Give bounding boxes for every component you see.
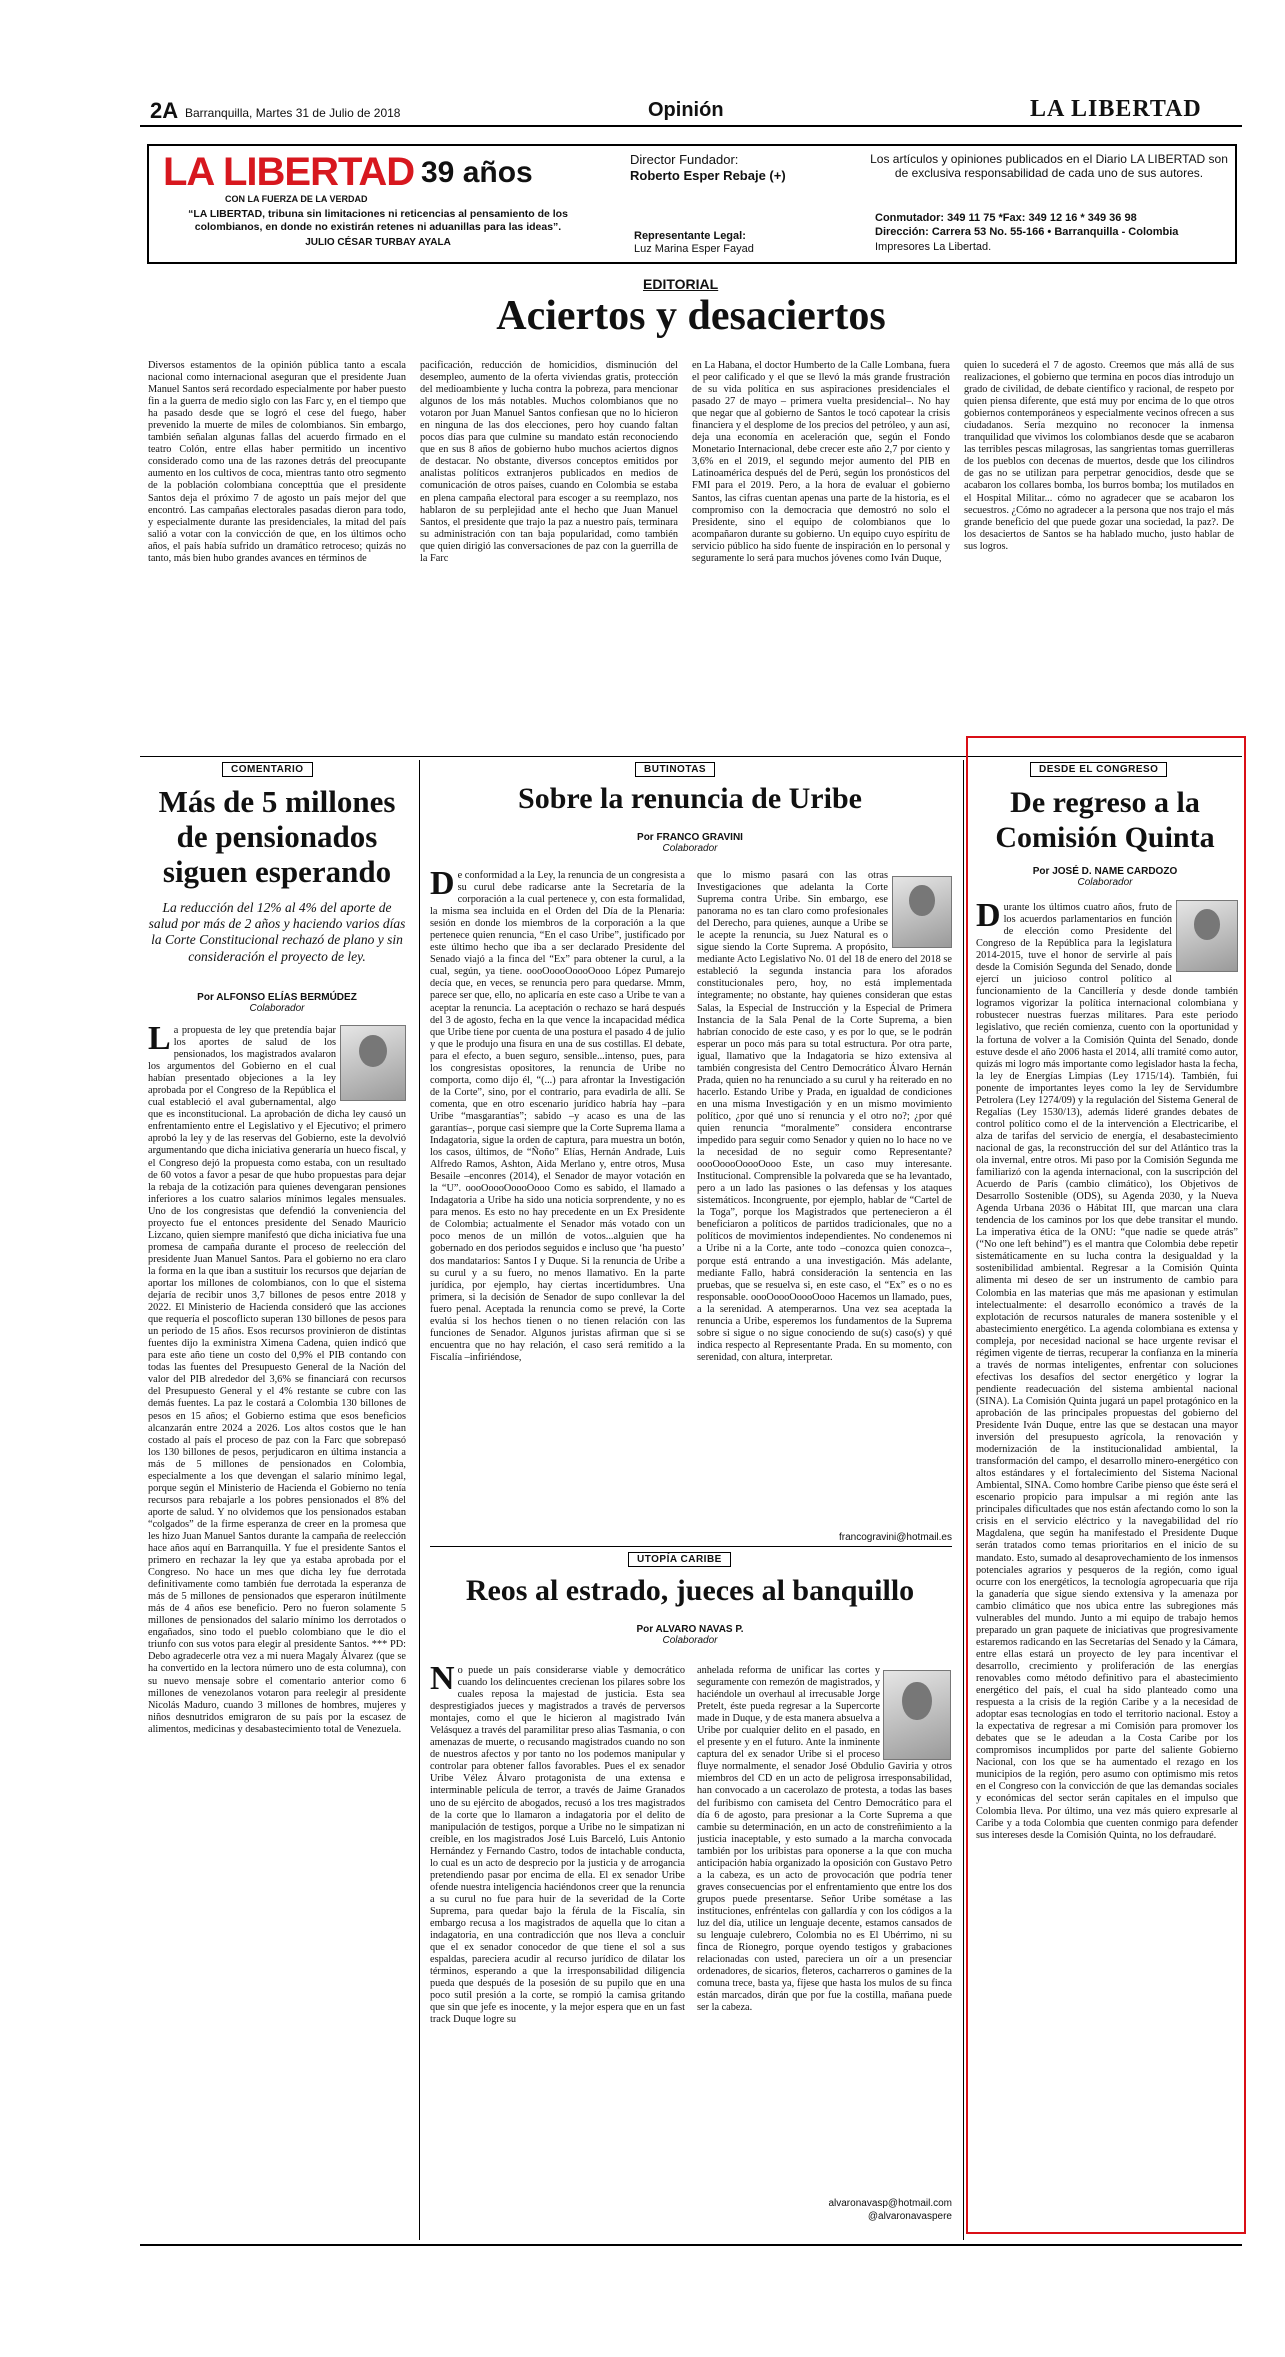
butinotas-dropcap: D xyxy=(430,870,455,902)
comentario-title: Más de 5 millones de pensionados siguen esperando xyxy=(158,784,396,890)
utopia-title: Reos al estrado, jueces al banquillo xyxy=(465,1574,915,1607)
congreso-author xyxy=(972,866,1238,888)
utopia-twitter: @alvaronavaspere xyxy=(867,2211,952,2222)
city-date: Barranquilla, Martes 31 de Julio de 2018 xyxy=(185,106,401,120)
masthead-slogan: CON LA FUERZA DE LA VERDAD xyxy=(225,194,368,204)
paper-name: LA LIBERTAD xyxy=(1030,96,1202,122)
editorial-title: Aciertos y desaciertos xyxy=(496,293,886,339)
editorial-tag: EDITORIAL xyxy=(643,276,719,292)
congreso-author-role: Colaborador xyxy=(1077,877,1133,888)
editorial-col-1: Diversos estamentos de la opinión pública tanto a escala nacional como internacional aseguran que el presidente Juan Manuel Santos será recordado especialmente por haber puesto fin a la guerra de medio siglo con las Farc y, en el tiempo que ha pasado desde que se logró el cese del fuego, haber prevenido la muerte de miles de colombianos. Sin embargo, también señalan algunas fallas del acuerdo firmado en el teatro Colón, entre ellas haber permitido un incentivo considerado como una de las razones detrás del preocupante aumento en los cultivos de coca, mientras tanto otro segmento de la población colombiana concepttúa que el presidente Santos deja el próximo 7 de agosto un país mejor del que encontró. Las campañas electorales pasadas dieron para todo, y especialmente durante las presidenciales, la mitad del país salió a votar con la convicción de que, en los últimos ocho años, el país había sufrido un dramático retroceso; quizás no tanto, más bien hubo grandes avances en términos de xyxy=(148,360,406,564)
utopia-tag: UTOPÍA CARIBE xyxy=(628,1552,731,1567)
butinotas-author xyxy=(430,832,950,854)
congreso-body-text: urante los últimos cuatro años, fruto de los acuerdos parlamentarios en función de elección como Presidente del Congreso de la República para la legislatura 2014-2015, tuve el honor de servirle al país desde la Comisión Segunda del Senado, donde ejercí un juicioso control político al funcionamiento de la Cancillería y desde donde también logramos vigorizar la política internacional colombiana y robustecer nuestras fuerzas militares. Para este periodo legislativo, que recién comienza, cuento con la oportunidad y la fortuna de volver a la Comisión Quinta del Senado, donde estuve desde el año 2006 hasta el 2014, allí tramité como autor, quizás mi logro más importante como legislador hasta la fecha, la ley de Energías Limpias (Ley 1715/14). También, fui ponente de importantes leyes como la ley de Servidumbre Petrolera (Ley 1274/09) y la regulación del Sistema General de Regalías (Ley 1530/13), además lideré grandes debates de control político como el de la intervención a Electricaribe, el alza de tarifas del servicio de energía, el desabastecimiento nacional de gas, la reconstrucción del sur del Atlántico tras la ola invernal, entre otros. Mi paso por la Comisión Segunda me familiarizó con la agenda internacional, con la suscripción del Acuerdo de París (cambio climático), los Objetivos de Desarrollo Sostenible (ODS), su Agenda 2030, y la Nueva Agenda Urbana 2036 o Hábitat III, que marcan una clara tendencia de los caminos por los que debe transitar el mundo. La imperativa ética de la ONU: “que nadie se quede atrás” (“No one left behind”) es el mantra que Colombia debe repetir sistemáticamente en su lucha contra la desigualdad y la sostenibilidad ambiental. Regresar a la Comisión Quinta alimenta mi deseo de ser un instrumento de cambio para Colombia en las materias que más me apasionan y estimulan intelectualmente: el desarrollo económico a través de la explotación de recursos naturales de manera sostenible y el abastecimiento energético. La agenda colombiana es extensa y compleja, por necesidad nacional se hace urgente revisar el régimen vigente de tierras, recuperar la confianza en la minería a través de normas inteligentes, enfrentar con soluciones efectivas los desafíos del sector energético y lograr la pendiente readecuación del sistema ambiental nacional (SINA). La Comisión Quinta jugará un papel protagónico en la aprobación de las principales propuestas del gobierno del Presidente Iván Duque, entre las que se destacan una mayor inversión del presupuesto agrícola, la renovación y modernización de la institucionalidad ambiental, la transformación del campo, el desarrollo minero-energético con altos estándares y el fortalecimiento del Sistema Nacional Ambiental, SINA. Como hombre Caribe pienso que éste será el escenario propicio para impulsar a mi región ante las principales dificultades que nos están afectando como lo son la crisis en el servicio eléctrico y la navegabilidad del río Magdalena, que según ha manifestado el Presidente Duque serán tratados como temas prioritarios en el inicio de su mandato. Esto, sumado al desaprovechamiento de los inmensos potenciales agrarios y pesqueros de la región, como igual ocurre con los energéticos, la tecnología agropecuaria que rija la ganadería que sigue siendo extensiva y la amenaza por cambio climático que nos ubica entre las subregiones más vulnerables del mundo. Junto a mi equipo de trabajo hemos preparado un gran paquete de iniciativas que progresivamente estaremos radicando en las Secretarías del Senado y la Cámara, entre ellas estará un proyecto de ley para incentivar el desarrollo, crecimiento y proliferación de las energías renovables como método definitivo para el abastecimiento energético del país, el cual ha sido planteado como una respuesta a la crisis de la región Caribe y a la necesidad de adoptar esas tecnologías en todo el territorio nacional. Estoy a la expectativa de regresar a mi Comisión para promover los debates que se le adeudan a la Costa Caribe por los compromisos incumplidos por parte del saliente Gobierno Nacional, con los que se ha aumentado el rezago en los municipios de la región, pero asumo con optimismo mis retos en el Congreso con la convicción de que las demandas sociales y económicas del sector serán capitales en el impulso que Colombia lleva. Por último, una vez más quiero expresarle al Caribe y a toda Colombia que cuenten conmigo para defender sus intereses desde la Comisión Quinta, no los defraudaré. xyxy=(976,902,1238,1841)
editorial-col-3: en La Habana, el doctor Humberto de la Calle Lombana, fuera el peor calificado y el que se llevó la más grande frustración de su vida política en sus aspiraciones presidenciales el pasado 27 de mayo – primera vuelta presidencial–. No hay que negar que al gobierno de Santos le tocó capotear la crisis financiera y el desplome de los precios del petróleo, y aun así, deja una economía en aceleración que, según el Fondo Monetario Internacional, debe crecer este año 2,7 por ciento y 3,6% en el 2019, el segundo mejor aumento del PIB en Latinoamérica después del de Perú, según los pronósticos del FMI para el 2019. Pero, a la hora de evaluar el gobierno Santos, las cifras cuentan apenas una parte de la historia, es el compromiso con la democracia que demostró no solo el Presidente, sino el equipo de colombianos que lo acompañaron durante su gobierno. Un equipo cuyo espíritu de servicio público ha sido fuente de inspiración en lo personal y seguramente lo será para muchos jóvenes como Iván Duque, xyxy=(692,360,950,564)
comentario-author-role: Colaborador xyxy=(249,1003,305,1014)
utopia-col-2-text: anhelada reforma de unificar las cortes y seguramente con remezón de magistrados, y haciéndole un overhaul al irrecusable Jorge Pretelt, éste pueda regresar a la Supercorte made in Duque, y de esta manera absuelva a Uribe por cualquier delito en el pasado, en el presente y en el futuro. Ante la inminente captura del ex senador Uribe si el proceso fluye normalmente, el senador José Obdulio Gaviria y otros miembros del CD en un acto de peligrosa irresponsabilidad, han convocado a un cacerolazo de protesta, a todas las bases del furibismo con camiseta del Centro Democrático para el día 6 de agosto, para presionar a la Corte Suprema a que cambie su determinación, en un acto de constreñimiento a la justicia inaceptable, y esto sumado a la marcha convocada también por los uribistas para oponerse a la que con mucha anticipación había organizado la oposición con Gustavo Petro a la cabeza, es un acto de provocación que podría tener graves consecuencias por el enfrentamiento que entre los dos grupos puede presentarse. Señor Uribe sométase a las instituciones, enfréntelas con gallardía y con los códigos a la luz del día, utilice un lenguaje decente, estamos cansados de su lenguaje culebrero, Colombia no es El Ubérrimo, ni su finca de Rionegro, porque oyendo testigos y grabaciones relacionadas con usted, pareciera un oír a un presenciar ordenadores, de sicarios, fleteros, cacharreros o gamines de la comuna trece, basta ya, fíjese que hasta los mulos de su finca están marcados, dirán que por fue la costilla, mañana puede ser la cabeza. xyxy=(697,1665,952,2014)
comentario-author-name: Por ALFONSO ELÍAS BERMÚDEZ xyxy=(197,992,357,1003)
utopia-email: alvaronavasp@hotmail.com xyxy=(828,2198,952,2209)
section-name: Opinión xyxy=(648,99,724,121)
masthead-quote: “LA LIBERTAD, tribuna sin limitaciones ni reticencias al pensamiento de los colombianos, en donde no existirán retenes ni aduanillas para las ideas”. xyxy=(188,208,568,233)
header-rule xyxy=(140,125,1242,127)
page-number: 2A xyxy=(150,98,179,123)
footer-rule xyxy=(140,2244,1242,2246)
comentario-author xyxy=(148,992,406,1014)
legal-label: Representante Legal: xyxy=(634,230,746,242)
congreso-dropcap: D xyxy=(976,902,1001,934)
comentario-subtitle: La reducción del 12% al 4% del aporte de salud por más de 2 años y haciendo varios días la Corte Constitucional rechazó de plano y sin consideración el proyecto de ley. xyxy=(148,900,406,964)
printer-line: Impresores La Libertad. xyxy=(875,241,992,253)
phone-line: Conmutador: 349 11 75 *Fax: 349 12 16 * 349 36 98 xyxy=(875,212,1137,224)
vertical-rule-2 xyxy=(963,760,964,2240)
utopia-author-role: Colaborador xyxy=(662,1635,718,1646)
utopia-dropcap: N xyxy=(430,1665,455,1697)
utopia-col-1 xyxy=(430,1665,685,2215)
utopia-col-1-text: o puede un país considerarse viable y democrático cuando los delincuentes crecienan los pilares sobre los cuales reposa la majestad de justicia. Esta sea desprestigiados jueces y magistrados a través de perversos montajes, como el que le hicieron al magistrado Iván Velásquez a través del paramilitar preso alias Tasmania, o con amenazas de muerte, o recusando magistrados cuando no son de nuestros afectos y por tanto no los podemos manipular y controlar para obtener fallos favorables. Pues el ex senador Uribe Vélez Álvaro protagonista de una extensa e interminable película de terror, a través de Jaime Granados uno de su ejército de abogados, recusó a los tres magistrados de la corte que lo llamaron a indagatoria por el delito de manipulación de testigos, porque a Uribe no le simpatizan ni creíble, en los magistrados José Luis Barceló, Luis Antonio Hernández y Fernando Castro, todos de intachable conducta, lo cual es un acto de desprecio por la justicia y de arrogancia pretendiendo pasar por encima de ella. El ex senador Uribe ofende nuestra inteligencia haciéndonos creer que la renuncia a su curul no fue para huir de la severidad de la Corte Suprema, para quedar bajo la férula de la Fiscalía, sin embargo recusa a los magistrados de aquella que lo citan a indagatoria, en una contradicción que nos lleva a concluir que el ex senador conocedor de que tiene el sol a sus espaldas, pareciera acudir al recurso jurídico de dilatar los términos, esperando a que la irresponsabilidad diligencia pueda que después de la posesión de su pupilo que en una poco sutil presión a la corte, se rompió la camisa gritando que sin que jefe es inocente, y la mejor espera que en un fast track Duque logre su xyxy=(430,1665,685,2026)
address-line: Dirección: Carrera 53 No. 55-166 • Barranquilla - Colombia xyxy=(875,226,1179,238)
masthead-box xyxy=(147,144,1237,264)
legal-name: Luz Marina Esper Fayad xyxy=(634,243,754,255)
editorial-col-4: quien lo sucederá el 7 de agosto. Creemos que más allá de sus realizaciones, el gobierno que termina en pocos días introdujo un grado de civilidad, de debate científico y racional, de respeto por quien piensa diferente, que está muy por encima de lo que otros gobiernos contemporáneos y especialmente vecinos ofrecen a sus ciudadanos. Sería mezquino no reconocer la inmensa tranquilidad que vivimos los colombianos desde que se acabaron las terribles pescas milagrosas, las sangrientas tomas guerrilleras de los pueblos con decenas de muertos, desde que los cilindros de gas no se utilizan para perpetrar genocidios, desde que se acabaron los collares bomba, los burros bomba; los mutilados en el Hospital Militar... cómo no agradecer que se acabaron los secuestros. ¿Cómo no agradecer a la persona que nos trajo el más grande beneficio del que puede gozar una sociedad, la paz?. De los desaciertos de Santos se ha hablado mucho, justo hablar de sus logros. xyxy=(964,360,1234,552)
masthead-quote-author: JULIO CÉSAR TURBAY AYALA xyxy=(305,237,451,248)
butinotas-bottom-rule xyxy=(430,1546,952,1547)
butinotas-col-2-text: que lo mismo pasará con las otras Investigaciones que adelanta la Corte Suprema contra Uribe. Sin embargo, ese panorama no es tan claro como profesionales del Derecho, para quienes, aunque a Uribe se le acepte la renuncia, su Juez Natural es o sigue siendo la Corte Suprema. A propósito, mediante Acto Legislativo No. 01 del 18 de enero del 2018 se estableció la segunda instancia para los aforados constitucionales pero, hoy, no está implementada íntegramente; no obstante, hay quienes consideran que estas Salas, la Especial de Instrucción y la Especial de Primera Instancia de la Sala Penal de la Corte Suprema, a bien habrían conocido de este caso, y es por lo que, se le podrán esperar un poco más para su total estructura. Por otra parte, igual, llamativo que la Indagatoria se hizo extensiva al también congresista del Centro Democrático Álvaro Hernán Prada, quien no ha renunciado a su curul y ha reiterado en no hacerlo. Estando Uribe y Prada, en igualdad de condiciones en una misma Investigación y en un mismo movimiento político, ¿por qué uno sí renuncia y el otro no?; ¿por qué quien renuncia “moralmente” considera encontrarse impedido para seguir como Senador y quien no lo hace no ve la necesidad de no seguir como Representante? oooOoooOoooOooo Este, un caso muy interesante. Institucional. Comprensible la polvareda que se ha levantado, pero a un lado las pasiones o las defensas y los ataques sistemáticos. Incongruente, por ejemplo, hablar de “Cartel de la Toga”, porque los Magistrados que pertenecieron a él beneficiaron a políticos de partidos tradicionales, que no a políticos de movimientos independientes. No condenemos ni a Uribe ni a la Corte, ante todo –conozca quien conozca–, porque está entrando a una investigación. Más adelante, mediante Fallo, habrá consideración la sentencia en las pruebas, que se resuelva si, en este caso, el “Ex” es o no es responsable. oooOoooOoooOooo Hacemos un llamado, pues, a la serenidad. A atemperarnos. Una vez sea aceptada la renuncia a Uribe, esperemos los fundamentos de la Suprema sobre si sigue o no sigue conociendo de su(s) caso(s) y qué indica respecto al Representante Prada. En su momento, con serenidad, con altura, interpretar. xyxy=(697,870,952,1363)
butinotas-title: Sobre la renuncia de Uribe xyxy=(518,782,862,815)
comentario-body xyxy=(148,1025,406,2225)
butinotas-col-1 xyxy=(430,870,685,1540)
comentario-dropcap: L xyxy=(148,1025,171,1057)
masthead-years: 39 años xyxy=(421,156,533,189)
utopia-col-2 xyxy=(697,1665,952,2185)
butinotas-col-2 xyxy=(697,870,952,1530)
butinotas-col-1-text: e conformidad a la Ley, la renuncia de un congresista a su curul debe radicarse ante la Secretaría de la corporación a la cual pertenece y, con esta formalidad, la misma sea incluida en el Orden del Día de la Plenaria: sesión en donde los miembros de la corporación a la que pertenece quien renuncia, “En el caso Uribe”, justificado por este último hecho que iba a ser declarado Presidente del Senado viajó a la finca del “Ex” para obtener la curul, a la cual, según, ya tiene. oooOoooOoooOooo López Pumarejo decía que, en veces, se renuncia pero para quedarse. Mmm, parece ser que, ello, no aplicaría en este caso a Uribe te van a aceptar la renuncia. La aceptación o rechazo se hará después del 3 de agosto, fecha en la que vence la incapacidad médica que Uribe tiene por cuenta de una postura el pasado 4 de julio y que le produjo una fisura en una de sus costillas. El debate, para el efecto, a buen seguro, sensible...intenso, pues, para los congresistas opositores, la renuncia de Uribe no comporta, como dijo él, “(...) para afrontar la Investigación de la Corte”, sino, por el contrario, para evadirla de allí. Se comenta, que en otro escenario jurídico habría hay –para Uribe “masgarantías”; sabido –y acaso es una de las garantías–, porque casi siempre que la Corte Suprema llama a Indagatoria, sigue la orden de captura, para muestra un botón, los casos, últimos, de “Ñoño” Elías, Hernán Andrade, Luis Alfredo Ramos, Ashton, Aida Merlano y, entre otros, Musa Besaile –enconres (2014), el Senador de mayor votación en la “U”. oooOoooOoooOooo Como es sabido, el llamado a Indagatoria a Uribe ha sido una noticia sorprendente, y no es para menos. Es esto no hay precedente en un Ex Presidente de Colombia; actualmente el Senador más votado con un poco menos de un millón de votos...alguien que ha gobernado en dos periodos seguidos e incluso que ‘ha puesto’ dos mandatarios: Santos I y Duque. Si la renuncia de Uribe a su curul y a su fuero, no menos llamativo. En la parte jurídica, por ejemplo, hay ciertas incertidumbres. Una primera, si la decisión de Senador de supo conllevar la del fuero penal. Aceptada la renuncia como se prevé, la Corte evalúa si los hechos tienen o no tienen relación con las funciones de Senador. Algunos juristas afirman que si se encuentra que no hay relación, el caso será remitido a la Fiscalía –infiriéndose, xyxy=(430,870,685,1363)
congreso-body xyxy=(976,902,1238,2222)
butinotas-author-name: Por FRANCO GRAVINI xyxy=(637,832,743,843)
vertical-rule-1 xyxy=(419,760,420,2240)
founder-name: Roberto Esper Rebaje (+) xyxy=(630,168,786,183)
congreso-title: De regreso a la Comisión Quinta xyxy=(995,786,1215,854)
utopia-author-name: Por ALVARO NAVAS P. xyxy=(636,1624,744,1635)
congreso-author-name: Por JOSÉ D. NAME CARDOZO xyxy=(1032,866,1178,877)
founder-label: Director Fundador: xyxy=(630,152,739,167)
disclaimer: Los artículos y opiniones publicados en el Diario LA LIBERTAD son de exclusiva responsabilidad de cada uno de sus autores. xyxy=(870,152,1228,181)
editorial-col-2: pacificación, reducción de homicidios, disminución del desempleo, aumento de la oferta viviendas gratis, protección del medioambiente y lucha contra la pobreza, para mencionar algunos de los más notables. Muchos colombianos que no votaron por Juan Manuel Santos confiesan que no lo hicieron en ninguna de las dos elecciones, pero hoy cuando faltan pocos días para que culmine su mandato están reconociendo que en sus 8 años de gobierno hubo muchos aciertos dignos de destacar. No obstante, diversos conceptos emitidos por analistas políticos extranjeros publicados en medios de comunicación de otros países, cuando en Colombia se estaba en plena campaña electoral para escoger a su reemplazo, nos hablaron de su perplejidad ante el hecho que Juan Manuel Santos, el presidente que trajo la paz a nuestro país, terminara su administración con tan baja popularidad, como también que quien dirigió las conversaciones de paz con la guerrilla de la Farc xyxy=(420,360,678,564)
masthead-logo: LA LIBERTAD xyxy=(163,150,415,194)
butinotas-author-role: Colaborador xyxy=(662,843,718,854)
comentario-body-text: a propuesta de ley que pretendía bajar los aportes de salud de los pensionados, los magistrados avalaron los argumentos del Gobierno en el cual habían presentado objeciones a la ley aprobada por el Congreso de la República el cual estableció el aval gubernamental, algo que es inconstitucional. La aprobación de dicha ley causó un enfrentamiento entre el Legislativo y el Ejecutivo; el primero aprobó la ley y de las reservas del Gobierno, este la devolvió argumentando que dicha iniciativa generaría un hueco fiscal, y el Congreso dejó la propuesta como estaba, con un resultado de 60 votos a favor a pesar de que hubo propuestas para dejar la rebaja de la cotización para quienes devengaran pensiones inferiores a los cuatro salarios mínimos legales mensuales. Uno de los congresistas que defendió la conveniencia del proyecto fue el entonces presidente del Senado Mauricio Lizcano, quien siempre manifestó que dicha iniciativa fue una promesa de campaña durante el proceso de reelección del presidente Juan Manuel Santos. Para el gobierno no era claro la forma en la que iban a sustituir los recursos que dejarían de aportar los millones de colombianos, con lo que el sistema dejaría de recibir unos 3,7 billones de pesos entre 2018 y 2022. El Ministerio de Hacienda consideró que las acciones que requería el poscoflicto superan 130 billones de pesos para un periodo de 15 años. Esos recursos provinieron de distintas fuentes dijo la exministra Ximena Cadena, quien indicó que para este año tiene un costo del 0,9% el PIB contando con todas las fuentes del Presupuesto General de la Nación del valor del PIB alrededor del 3,6% se financiará con recursos del Presupuesto General y el 4% restante se cubre con las demás fuentes. La paz le costará a Colombia 130 billones de pesos en 15 años; el Gobierno estima que esos beneficios alcanzarán entre 2024 a 2026. Los altos costos que le han costado al país el proceso de paz con la Farc que sobrepasó los 130 billones de pesos, perjudicaron en última instancia a más de 5 millones de pensionados en Colombia, especialmente a los que devengan el salario mínimo legal, porque según el Ministerio de Hacienda el Gobierno no tenía recursos para rebajarle a los pobres pensionados el 8% del aporte de salud. Y no olvidemos que los pensionados estaban “colgados” de la firme esperanza de creer en la promesa que les hizo Juan Manuel Santos durante la campaña de reelección hace años aquí en Barranquilla. Y fue el presidente Santos el primero en rechazar la ley que ya estaba aprobada por el Congreso. No hace un mes que dicha ley fue derrotada definitivamente como también fue derrotada la esperanza de más de 5 millones de pensionados que esperaron inútilmente más de 4 años ese beneficio. Pero no fueron solamente 5 millones de pensionados del salario mínimo los derrotados o engañados, sino todo el pueblo colombiano que le dio el triunfo con sus votos para elegir al presidente Santos. *** PD: Debo agradecerle otra vez a mi nuera Magaly Álvarez (que se ha convertido en la lectora número uno de esta columna), con su nuevo mensaje sobre el comentario anterior como 6 millones de venezolanos votaron para reelegir al presidente Nicolás Maduro, cuando 3 millones de hombres, mujeres y niños desnutridos emigraron de su país por la escasez de alimentos, medicinas y desabastecimiento total de Venezuela. xyxy=(148,1025,406,1735)
comentario-tag: COMENTARIO xyxy=(222,762,313,777)
butinotas-tag: BUTINOTAS xyxy=(635,762,715,777)
butinotas-email: francogravini@hotmail.es xyxy=(839,1532,952,1543)
congreso-tag: DESDE EL CONGRESO xyxy=(1030,762,1167,777)
utopia-author xyxy=(430,1624,950,1646)
